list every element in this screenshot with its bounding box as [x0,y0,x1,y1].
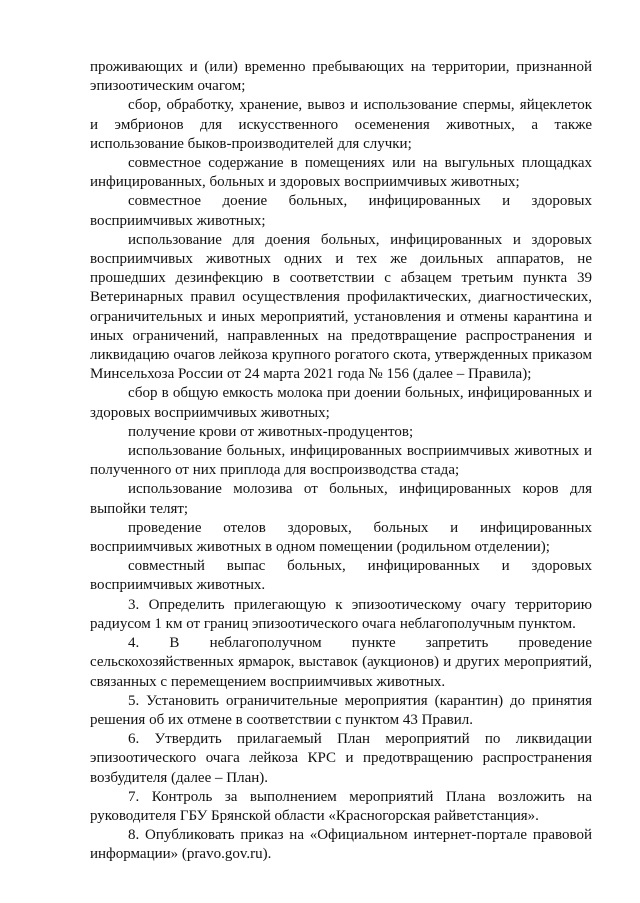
paragraph-item-5: 5. Установить ограничительные мероприятия (карантин) до принятия решения об их отмене в соответствии с пунктом 43 Правил. [90,692,592,728]
paragraph-milking-machines: использование для доения больных, инфицированных и здоровых восприимчивых животных одних и тех же доильных аппаратов, не прошедших дезинфекцию в соответствии с абзацем третьим пункта 39 Ветеринарных правил осуществления профилактических, диагностических, ограничительных и иных мероприятий, установления и отмены карантина и иных ограничений, направленных на предотвращение распространения и ликвидацию очагов лейкоза крупного рогатого скота, утвержденных приказом Минсельхоза России от 24 марта 2021 года № 156 (далее – Правила); [90,231,592,383]
paragraph-joint-milking: совместное доение больных, инфицированных и здоровых восприимчивых животных; [90,193,592,229]
paragraph-milk-collection: сбор в общую емкость молока при доении больных, инфицированных и здоровых восприимчивых животных; [90,385,592,421]
paragraph-sperm-collection: сбор, обработку, хранение, вывоз и использование спермы, яйцеклеток и эмбрионов для искусственного осеменения животных, а также использование быков-производителей для случки; [90,97,592,152]
paragraph-item-6: 6. Утвердить прилагаемый План мероприятий по ликвидации эпизоотического очага лейкоза КРС и предотвращению распространения возбудителя (далее – План). [90,731,592,786]
paragraph-residents: проживающих и (или) временно пребывающих на территории, признанной эпизоотическим очагом; [90,59,592,95]
paragraph-grazing: совместный выпас больных, инфицированных и здоровых восприимчивых животных. [90,558,592,594]
paragraph-colostrum: использование молозива от больных, инфицированных коров для выпойки телят; [90,481,592,517]
paragraph-item-3: 3. Определить прилегающую к эпизоотическому очагу территорию радиусом 1 км от границ эпизоотического очага неблагополучным пунктом. [90,596,592,632]
paragraph-item-8: 8. Опубликовать приказ на «Официальном интернет-портале правовой информации» (pravo.gov.ru). [90,827,592,863]
paragraph-joint-housing: совместное содержание в помещениях или на выгульных площадках инфицированных, больных и здоровых восприимчивых животных; [90,155,592,191]
paragraph-item-7: 7. Контроль за выполнением мероприятий Плана возложить на руководителя ГБУ Брянской области «Красногорская райветстанция». [90,788,592,824]
paragraph-blood-collection: получение крови от животных-продуцентов; [128,423,414,440]
paragraph-item-4: 4. В неблагополучном пункте запретить проведение сельскохозяйственных ярмарок, выставок (аукционов) и других мероприятий, связанных с перемещением восприимчивых животных. [90,635,592,690]
paragraph-herd-reproduction: использование больных, инфицированных восприимчивых животных и полученного от них приплода для воспроизводства стада; [90,443,592,479]
paragraph-calving: проведение отелов здоровых, больных и инфицированных восприимчивых животных в одном помещении (родильном отделении); [90,519,592,556]
